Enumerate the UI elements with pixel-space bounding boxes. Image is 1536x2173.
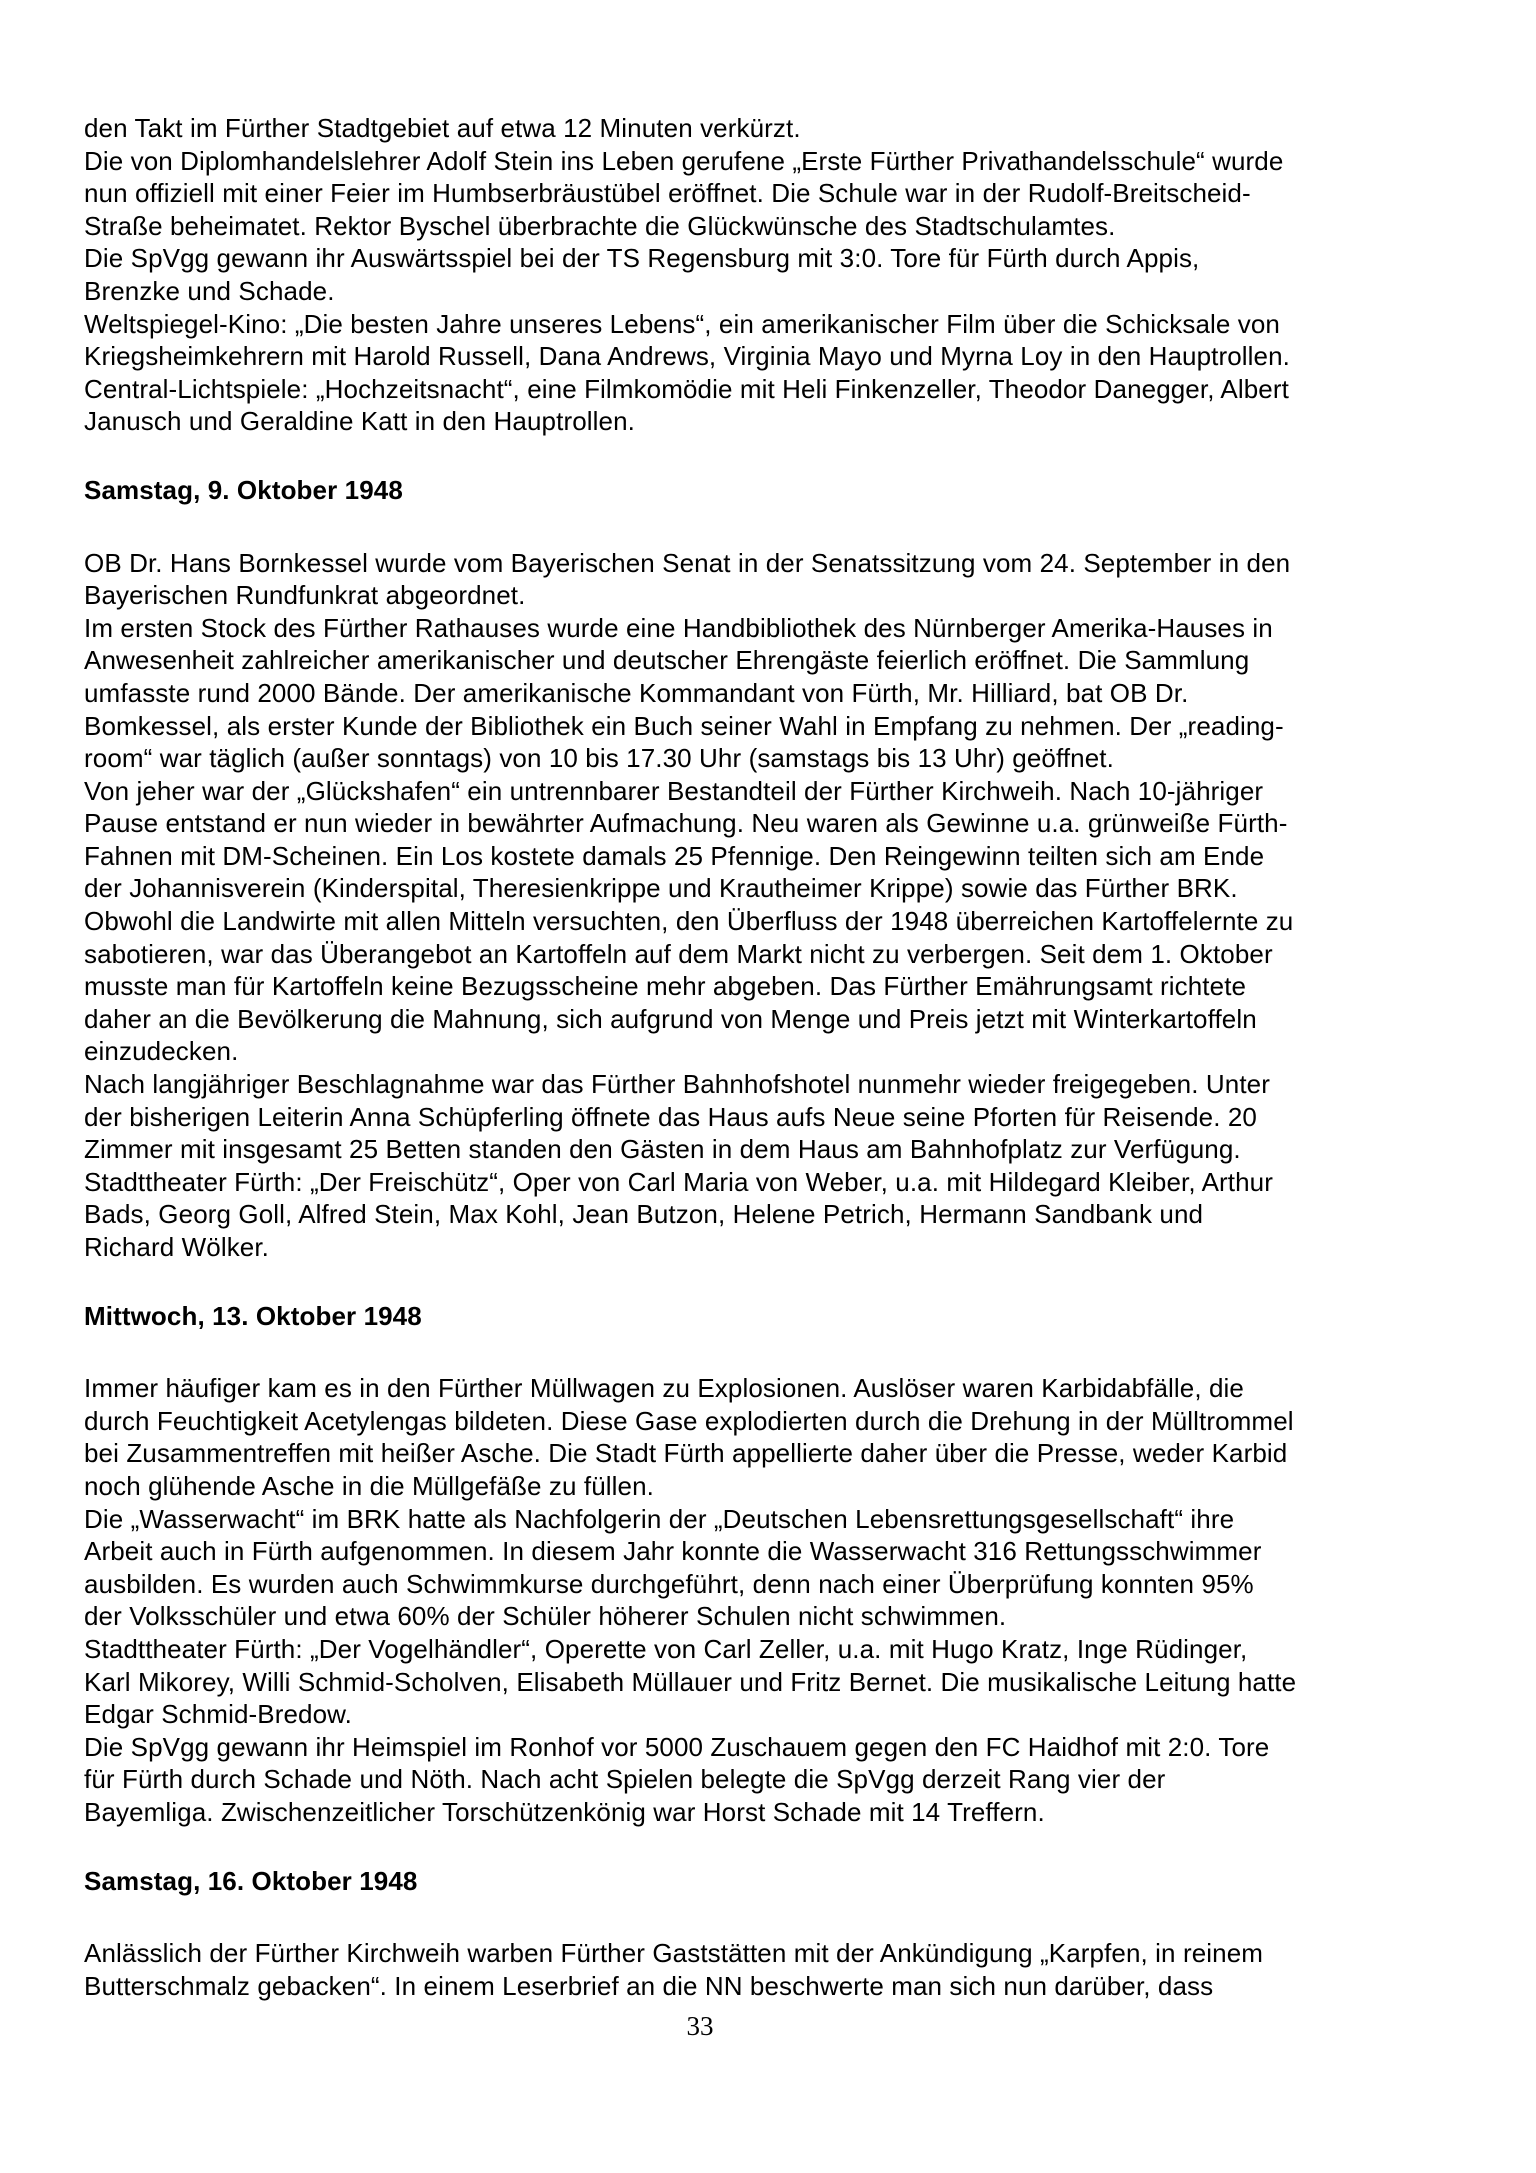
text-line: Straße beheimatet. Rektor Byschel überbrachte die Glückwünsche des Stadtschulamtes.: [84, 210, 1116, 241]
text-line: den Takt im Fürther Stadtgebiet auf etwa 12 Minuten verkürzt.: [84, 113, 801, 143]
text-line: Janusch und Geraldine Katt in den Hauptrollen.: [84, 406, 635, 437]
text-line: Bads, Georg Goll, Alfred Stein, Max Kohl, Jean Butzon, Helene Petrich, Hermann Sandbank und: [84, 1199, 1204, 1230]
text-line: Butterschmalz gebacken“. In einem Leserbrief an die NN beschwerte man sich nun darüber, dass: [84, 1970, 1214, 2001]
text-line: bei Zusammentreffen mit heißer Asche. Die Stadt Fürth appellierte daher über die Presse, weder Karbid: [84, 1438, 1288, 1469]
text-line: Stadttheater Fürth: „Der Freischütz“, Oper von Carl Maria von Weber, u.a. mit Hildegard Kleiber, Arthur: [84, 1166, 1273, 1197]
text-line: Die SpVgg gewann ihr Auswärtsspiel bei der TS Regensburg mit 3:0. Tore für Fürth durch Appis,: [84, 243, 1200, 274]
section-heading: Samstag, 9. Oktober 1948: [84, 474, 403, 505]
text-line: Nach langjähriger Beschlagnahme war das Fürther Bahnhofshotel nunmehr wieder freigegeben. Unter: [84, 1069, 1270, 1100]
text-line: Pause entstand er nun wieder in bewährter Aufmachung. Neu waren als Gewinne u.a. grünweiße Fürth-: [84, 808, 1288, 839]
text-line: Von jeher war der „Glückshafen“ ein untrennbarer Bestandteil der Fürther Kirchweih. Nach 10-jähriger: [84, 775, 1264, 806]
text-line: einzudecken.: [84, 1036, 239, 1067]
text-line: der Johannisverein (Kinderspital, Theresienkrippe und Krautheimer Krippe) sowie das Fürther BRK.: [84, 873, 1238, 904]
text-line: Fahnen mit DM-Scheinen. Ein Los kostete damals 25 Pfennige. Den Reingewinn teilten sich am Ende: [84, 840, 1265, 871]
text-line: Anlässlich der Fürther Kirchweih warben Fürther Gaststätten mit der Ankündigung „Karpfen, in reinem: [84, 1938, 1264, 1969]
text-line: umfasste rund 2000 Bände. Der amerikanische Kommandant von Fürth, Mr. Hilliard, bat OB Dr.: [84, 677, 1189, 708]
text-line: Kriegsheimkehrern mit Harold Russell, Dana Andrews, Virginia Mayo und Myrna Loy in den Hauptrollen.: [84, 341, 1291, 372]
text-line: Bomkessel, als erster Kunde der Bibliothek ein Buch seiner Wahl in Empfang zu nehmen. Der „reading-: [84, 710, 1284, 741]
document-body: [84, 112, 1484, 2002]
text-line: für Fürth durch Schade und Nöth. Nach acht Spielen belegte die SpVgg derzeit Rang vier der: [84, 1764, 1166, 1795]
text-line: durch Feuchtigkeit Acetylengas bildeten. Diese Gase explodierten durch die Drehung in der Mülltrommel: [84, 1405, 1294, 1436]
page-number: 33: [686, 2011, 714, 2042]
text-line: sabotieren, war das Überangebot an Kartoffeln auf dem Markt nicht zu verbergen. Seit dem 1. Oktober: [84, 938, 1273, 969]
text-line: Anwesenheit zahlreicher amerikanischer und deutscher Ehrengäste feierlich eröffnet. Die Sammlung: [84, 645, 1250, 676]
text-line: daher an die Bevölkerung die Mahnung, sich aufgrund von Menge und Preis jetzt mit Winterkartoffeln: [84, 1003, 1257, 1034]
text-line: Bayerischen Rundfunkrat abgeordnet.: [84, 580, 526, 611]
text-line: Obwohl die Landwirte mit allen Mitteln versuchten, den Überfluss der 1948 überreichen Kartoffelernte zu: [84, 906, 1294, 937]
text-line: nun offiziell mit einer Feier im Humbserbräustübel eröffnet. Die Schule war in der Rudolf-Breitscheid-: [84, 178, 1251, 209]
text-line: der bisherigen Leiterin Anna Schüpferling öffnete das Haus aufs Neue seine Pforten für Reisende. 20: [84, 1101, 1257, 1132]
text-line: ausbilden. Es wurden auch Schwimmkurse durchgeführt, denn nach einer Überprüfung konnten 95%: [84, 1568, 1254, 1599]
text-line: Central-Lichtspiele: „Hochzeitsnacht“, eine Filmkomödie mit Heli Finkenzeller, Theodor Danegger, Albert: [84, 373, 1289, 404]
text-line: Weltspiegel-Kino: „Die besten Jahre unseres Lebens“, ein amerikanischer Film über die Schicksale von: [84, 308, 1280, 339]
text-line: Arbeit auch in Fürth aufgenommen. In diesem Jahr konnte die Wasserwacht 316 Rettungsschwimmer: [84, 1536, 1262, 1567]
text-line: Immer häufiger kam es in den Fürther Müllwagen zu Explosionen. Auslöser waren Karbidabfälle, die: [84, 1373, 1244, 1404]
text-line: musste man für Kartoffeln keine Bezugsscheine mehr abgeben. Das Fürther Emährungsamt richtete: [84, 971, 1247, 1002]
section-heading: Samstag, 16. Oktober 1948: [84, 1865, 418, 1896]
text-line: Brenzke und Schade.: [84, 275, 335, 306]
text-line: Die „Wasserwacht“ im BRK hatte als Nachfolgerin der „Deutschen Lebensrettungsgesellschaft“ ihre: [84, 1503, 1235, 1534]
text-line: Die von Diplomhandelslehrer Adolf Stein ins Leben gerufene „Erste Fürther Privathandelsschule“ wurde: [84, 145, 1284, 176]
text-line: Richard Wölker.: [84, 1232, 269, 1262]
text-line: Stadttheater Fürth: „Der Vogelhändler“, Operette von Carl Zeller, u.a. mit Hugo Kratz, Inge Rüdinger,: [84, 1633, 1248, 1664]
section-heading: Mittwoch, 13. Oktober 1948: [84, 1300, 422, 1331]
text-line: room“ war täglich (außer sonntags) von 10 bis 17.30 Uhr (samstags bis 13 Uhr) geöffnet.: [84, 743, 1114, 774]
text-line: Zimmer mit insgesamt 25 Betten standen den Gästen in dem Haus am Bahnhofplatz zur Verfügung.: [84, 1134, 1241, 1165]
text-line: Karl Mikorey, Willi Schmid-Scholven, Elisabeth Müllauer und Fritz Bernet. Die musikalische Leitung hatte: [84, 1666, 1297, 1697]
text-line: Im ersten Stock des Fürther Rathauses wurde eine Handbibliothek des Nürnberger Amerika-Hauses in: [84, 612, 1273, 643]
text-column: [84, 112, 1484, 2042]
text-line: der Volksschüler und etwa 60% der Schüler höherer Schulen nicht schwimmen.: [84, 1601, 1007, 1632]
text-line: OB Dr. Hans Bornkessel wurde vom Bayerischen Senat in der Senatssitzung vom 24. September in den: [84, 547, 1291, 578]
text-line: Die SpVgg gewann ihr Heimspiel im Ronhof vor 5000 Zuschauem gegen den FC Haidhof mit 2:0. Tore: [84, 1731, 1270, 1762]
text-line: Edgar Schmid-Bredow.: [84, 1699, 352, 1730]
text-line: Bayemliga. Zwischenzeitlicher Torschützenkönig war Horst Schade mit 14 Treffern.: [84, 1796, 1045, 1827]
text-line: noch glühende Asche in die Müllgefäße zu füllen.: [84, 1470, 654, 1501]
